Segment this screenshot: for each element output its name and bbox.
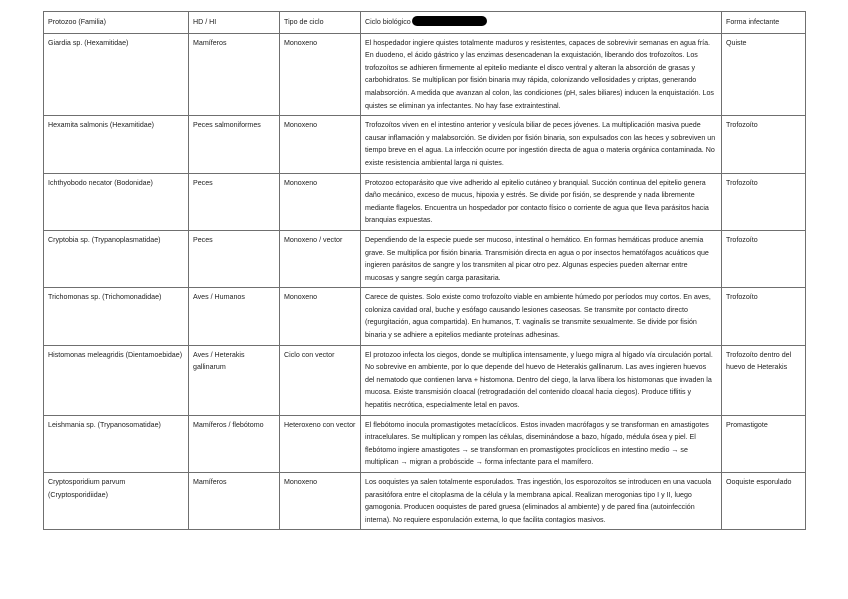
table-row: [44, 288, 806, 345]
cell-hd-hi: Aves / Humanos: [189, 288, 280, 345]
cell-tipo-ciclo: Monoxeno: [280, 473, 361, 530]
cell-protozoo: Giardia sp. (Hexamitidae): [44, 33, 189, 116]
cell-ciclo: Trofozoítos viven en el intestino anterior y vesícula biliar de peces jóvenes. La multiplicación masiva puede causar inflamación y malabsorción. Se dividen por fisión binaria, son expulsados con las heces y sobreviven un tiempo breve en el agua. La infección ocurre por ingestión directa de agua o materia orgánica contaminada. No existe resistencia ambiental larga ni quistes.: [361, 116, 722, 173]
header-hd-hi: HD / HI: [189, 12, 280, 34]
cell-forma: Ooquiste esporulado: [722, 473, 806, 530]
cell-hd-hi: Peces: [189, 173, 280, 230]
cell-tipo-ciclo: Monoxeno: [280, 173, 361, 230]
header-protozoo: Protozoo (Familia): [44, 12, 189, 34]
cell-forma: Trofozoíto: [722, 230, 806, 287]
redaction-mark: [412, 16, 487, 26]
cell-ciclo: Dependiendo de la especie puede ser mucoso, intestinal o hemático. En formas hemáticas produce anemia grave. Se multiplica por fisión binaria. Transmisión directa en agua o por insectos hematófagos acuáticos que ingieren parásitos de sangre y los transmiten al picar otro pez. Algunas especies pueden alternar entre mucosas y sangre según carga parasitaria.: [361, 230, 722, 287]
cell-ciclo: Carece de quistes. Solo existe como trofozoíto viable en ambiente húmedo por períodos muy cortos. En aves, coloniza cavidad oral, buche y esófago causando lesiones caseosas. Se transmite por contacto directo (regurgitación, agua compartida). En humanos, T. vaginalis se transmite sexualmente. Se divide por fisión binaria y se adhiere a epitelios mediante proteínas adhesinas.: [361, 288, 722, 345]
protozoa-table: [43, 11, 806, 530]
table-row: [44, 415, 806, 472]
cell-ciclo: El flebótomo inocula promastigotes metacíclicos. Estos invaden macrófagos y se transforman en amastigotes intracelulares. Se multiplican y rompen las células, diseminándose a bazo, hígado, médula ósea y piel. El flebótomo ingiere amastigotes → se transforman en promastigotes procíclicos en intestino medio → se multiplican → migran a probóscide → forma infectante para el mamífero.: [361, 415, 722, 472]
cell-forma: Trofozoíto: [722, 173, 806, 230]
cell-protozoo: Trichomonas sp. (Trichomonadidae): [44, 288, 189, 345]
cell-tipo-ciclo: Monoxeno / vector: [280, 230, 361, 287]
cell-protozoo: Cryptosporidium parvum (Cryptosporidiidae): [44, 473, 189, 530]
cell-hd-hi: Mamíferos / flebótomo: [189, 415, 280, 472]
table-row: [44, 473, 806, 530]
table-row: [44, 230, 806, 287]
header-ciclo-biologico: [361, 12, 722, 34]
table-row: [44, 33, 806, 116]
cell-forma: Trofozoíto: [722, 288, 806, 345]
cell-ciclo: Los ooquistes ya salen totalmente esporulados. Tras ingestión, los esporozoítos se introducen en una vacuola parasitófora entre el citoplasma de la célula y la membrana apical. Realizan merogonias tipo I y II, luego gamogonia. Producen ooquistes de pared gruesa (eliminados al ambiente) y de pared fina (autoinfección interna). No requiere esporulación externa, lo que facilita contagios masivos.: [361, 473, 722, 530]
cell-ciclo: El protozoo infecta los ciegos, donde se multiplica intensamente, y luego migra al hígado vía circulación portal. No sobrevive en ambiente, por lo que depende del huevo de Heterakis gallinarum. Las aves ingieren huevos del nematodo que contienen larva + histomona. Dentro del ciego, la larva libera los histomonas que invaden la mucosa. Existe transmisión cloacal (retrogradación del contenido cloacal hacia ciegos). Produce tiflitis y hepatitis necrótica, especialmente letal en pavos.: [361, 345, 722, 415]
cell-forma: Quiste: [722, 33, 806, 116]
cell-hd-hi: Mamíferos: [189, 33, 280, 116]
cell-forma: Promastigote: [722, 415, 806, 472]
cell-hd-hi: Peces: [189, 230, 280, 287]
table-row: [44, 345, 806, 415]
cell-ciclo: Protozoo ectoparásito que vive adherido al epitelio cutáneo y branquial. Succión continua del epitelio genera daño mecánico, exceso de mucus, hipoxia y estrés. Se divide por fisión, se desprende y nada libremente mediante flagelos. Encuentra un hospedador por contacto físico o corriente de agua que lleva parásitos hacia branquias expuestas.: [361, 173, 722, 230]
cell-tipo-ciclo: Monoxeno: [280, 33, 361, 116]
cell-tipo-ciclo: Ciclo con vector: [280, 345, 361, 415]
cell-protozoo: Ichthyobodo necator (Bodonidae): [44, 173, 189, 230]
cell-hd-hi: Aves / Heterakis gallinarum: [189, 345, 280, 415]
cell-protozoo: Leishmania sp. (Trypanosomatidae): [44, 415, 189, 472]
cell-protozoo: Hexamita salmonis (Hexamitidae): [44, 116, 189, 173]
cell-ciclo: El hospedador ingiere quistes totalmente maduros y resistentes, capaces de sobrevivir semanas en agua fría. En duodeno, el ácido gástrico y las enzimas desencadenan la exquistación, liberando dos trofozoítos. Los trofozoítos se adhieren firmemente al epitelio mediante el disco ventral y alteran la absorción de grasas y carbohidratos. Se multiplican por fisión binaria muy rápida, colonizando vellosidades y criptas, generando malabsorción. A medida que avanzan al colon, las condiciones (pH, sales biliares) inducen la enquistación. Los quistes se eliminan ya infectantes. No hay fase extraintestinal.: [361, 33, 722, 116]
cell-forma: Trofozoíto dentro del huevo de Heterakis: [722, 345, 806, 415]
cell-hd-hi: Peces salmoniformes: [189, 116, 280, 173]
cell-tipo-ciclo: Monoxeno: [280, 288, 361, 345]
cell-hd-hi: Mamíferos: [189, 473, 280, 530]
cell-tipo-ciclo: Monoxeno: [280, 116, 361, 173]
cell-protozoo: Cryptobia sp. (Trypanoplasmatidae): [44, 230, 189, 287]
cell-protozoo: Histomonas meleagridis (Dientamoebidae): [44, 345, 189, 415]
cell-forma: Trofozoíto: [722, 116, 806, 173]
header-ciclo-label: Ciclo biológico: [365, 18, 411, 26]
header-forma-infectante: Forma infectante: [722, 12, 806, 34]
table-header-row: [44, 12, 806, 34]
header-tipo-ciclo: Tipo de ciclo: [280, 12, 361, 34]
cell-tipo-ciclo: Heteroxeno con vector: [280, 415, 361, 472]
table-row: [44, 116, 806, 173]
table-row: [44, 173, 806, 230]
